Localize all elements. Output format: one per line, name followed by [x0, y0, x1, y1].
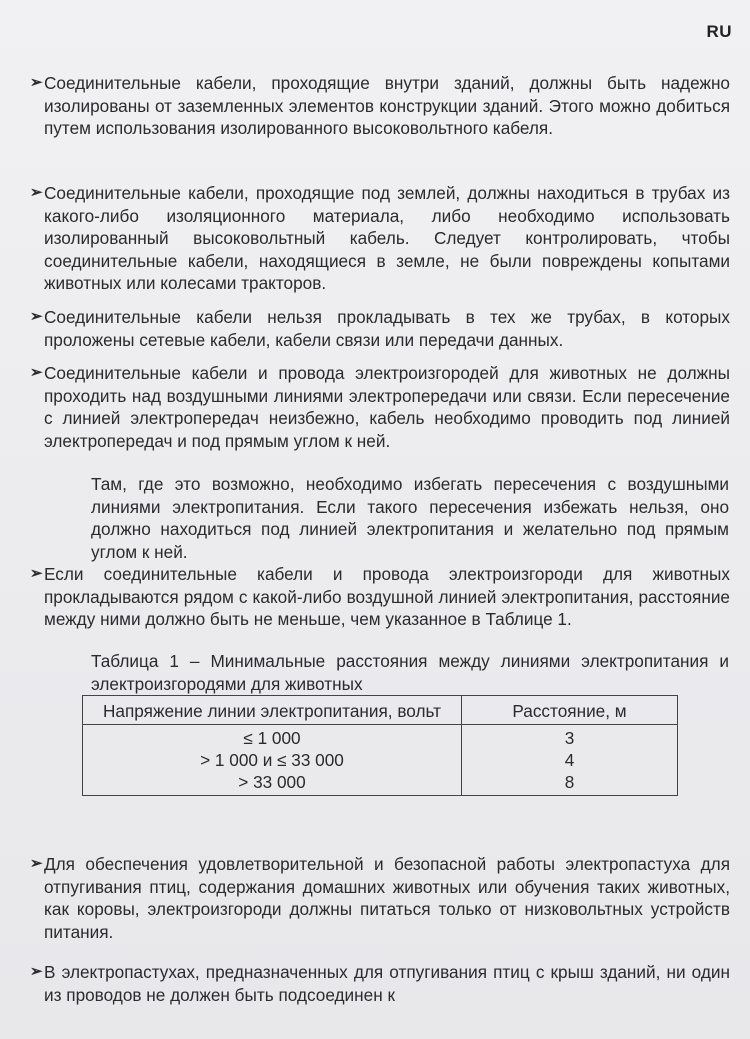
language-code: RU: [706, 22, 732, 41]
distance-value: 3: [564, 728, 575, 748]
bullet-text: Для обеспечения удовлетворительной и безопасной работы электропастуха для отпугивания птиц, содержания домашних животных или обучения таких животных, как коровы, электроизгороди должны питаться только от низковольтных устройств питания.: [44, 854, 730, 942]
bullet-item: [30, 853, 730, 943]
arrow-bullet-icon: ➢: [30, 565, 43, 582]
bullet-text: В электропастухах, предназначенных для отпугивания птиц с крыш зданий, ни один из проводов не должен быть подсоединен к: [44, 962, 730, 1005]
voltage-value: ≤ 1 000: [243, 728, 301, 748]
distance-value: 4: [564, 750, 575, 770]
distance-cell: [462, 725, 678, 796]
bullet-item: [30, 563, 730, 631]
distance-table: [82, 695, 678, 796]
arrow-bullet-icon: ➢: [30, 74, 43, 91]
bullet-text: Соединительные кабели, проходящие внутри зданий, должны быть надежно изолированы от заземленных элементов конструкции зданий. Этого можно добиться путем использования изолированного высоковольтного кабеля.: [44, 73, 730, 139]
table-header-row: [83, 696, 678, 725]
table-row: [83, 725, 678, 796]
bullet-item: [30, 306, 730, 351]
bullet-item: [30, 362, 730, 452]
voltage-value: > 33 000: [238, 772, 306, 792]
distance-value: 8: [564, 772, 575, 792]
bullet-text: Соединительные кабели, проходящие под землей, должны находиться в трубах из какого-либо изоляционного материала, либо необходимо использовать изолированный высоковольтный кабель. Следует контролировать, чтобы соединительные кабели, находящиеся в земле, не были повреждены копытами животных или колесами тракторов.: [44, 183, 730, 294]
arrow-bullet-icon: ➢: [30, 963, 43, 980]
bullet-item: [30, 72, 730, 140]
bullet-item: [30, 961, 730, 1006]
bullet-item: [30, 182, 730, 295]
voltage-value: > 1 000 и ≤ 33 000: [200, 750, 344, 770]
bullet-text: Если соединительные кабели и провода электроизгороди для животных прокладываются рядом с какой-либо воздушной линией электропитания, расстояние между ними должно быть не меньше, чем указанное в Таблице 1.: [44, 564, 730, 630]
arrow-bullet-icon: ➢: [30, 364, 43, 381]
note-paragraph: Там, где это возможно, необходимо избегать пересечения с воздушными линиями электропитания. Если такого пересечения избежать нельзя, оно должно находиться под линией электропитания и желательно под прямым углом к ней.: [91, 474, 729, 562]
bullet-text: Соединительные кабели и провода электроизгородей для животных не должны проходить над воздушными линиями электропередачи или связи. Если пересечение с линией электропередач неизбежно, кабель необходимо проводить под линией электропередач и под прямым углом к ней.: [44, 363, 730, 451]
arrow-bullet-icon: ➢: [30, 855, 43, 872]
bullet-text: Соединительные кабели нельзя прокладывать в тех же трубах, в которых проложены сетевые кабели, кабели связи или передачи данных.: [44, 307, 730, 350]
table-caption: Таблица 1 – Минимальные расстояния между линиями электропитания и электроизгородями для животных: [91, 651, 729, 694]
voltage-cell: [83, 725, 462, 796]
arrow-bullet-icon: ➢: [30, 308, 43, 325]
arrow-bullet-icon: ➢: [30, 184, 43, 201]
header-voltage: Напряжение линии электропитания, вольт: [83, 696, 462, 725]
header-distance: Расстояние, м: [462, 696, 678, 725]
